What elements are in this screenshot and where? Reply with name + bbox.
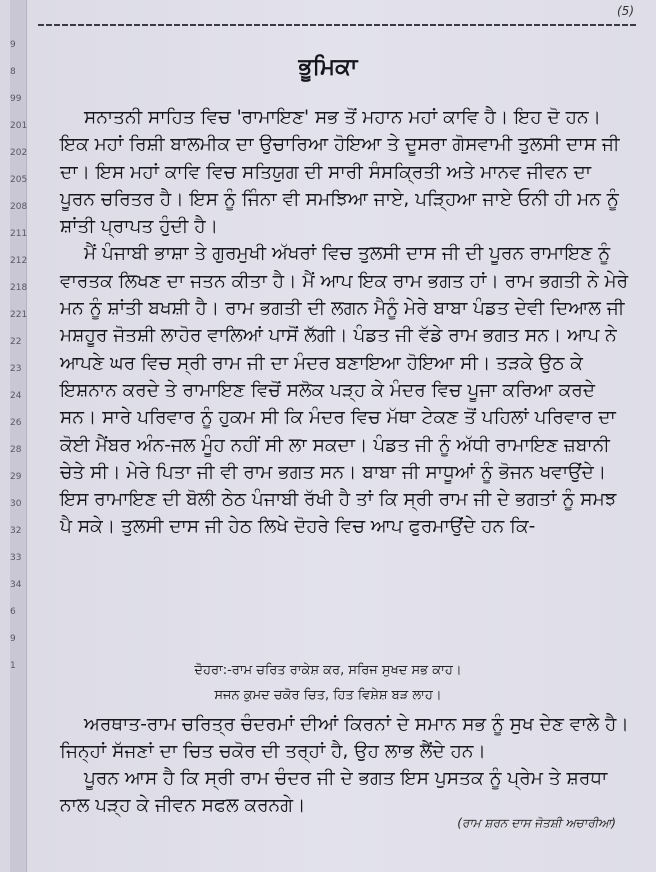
edge-number: 218 (10, 283, 28, 293)
edge-number: 28 (10, 445, 22, 455)
edge-number: 23 (10, 364, 22, 374)
edge-number: 34 (10, 580, 22, 590)
verse-line-2: ਸਜਨ ਕੁਮਦ ਚਕੋਰ ਚਿਤ, ਹਿਤ ਵਿਸ਼ੇਸ਼ ਬੜ ਲਾਹ। (214, 688, 442, 703)
header-rule (38, 24, 638, 26)
edge-number: 9 (10, 40, 16, 50)
paragraph-3: ਅਰਥਾਤ-ਰਾਮ ਚਰਿਤ੍ਰ ਚੰਦਰਮਾਂ ਦੀਆਂ ਕਿਰਨਾਂ ਦੇ ਸਮਾਨ ਸਭ ਨੂੰ ਸੁਖ ਦੇਣ ਵਾਲੇ ਹੈ। ਜਿਨ੍ਹਾਂ ਸੱਜਣਾਂ ਦਾ ਚਿਤ ਚਕੋਰ ਦੀ ਤਰ੍ਹਾਂ ਹੈ, ਉਹ ਲਾਭ ਲੈਂਦੇ ਹਨ। (60, 714, 629, 762)
page-number: (5) (617, 4, 634, 18)
edge-number: 211 (10, 229, 28, 239)
edge-number: 30 (10, 499, 22, 509)
edge-number: 9 (10, 634, 16, 644)
paragraph-1: ਸਨਾਤਨੀ ਸਾਹਿਤ ਵਿਚ 'ਰਾਮਾਇਣ' ਸਭ ਤੋਂ ਮਹਾਨ ਮਹਾਂ ਕਾਵਿ ਹੈ। ਇਹ ਦੋ ਹਨ। ਇਕ ਮਹਾਂ ਰਿਸ਼ੀ ਬਾਲਮੀਕ ਦਾ ਉਚਾਰਿਆ ਹੋਇਆ ਤੇ ਦੂਸਰਾ ਗੋਸਵਾਮੀ ਤੁਲਸੀ ਦਾਸ ਜੀ ਦਾ। ਇਸ ਮਹਾਂ ਕਾਵਿ ਵਿਚ ਸਤਿਯੁਗ ਦੀ ਸਾਰੀ ਸੰਸਕ੍ਰਿਤੀ ਅਤੇ ਮਾਨਵ ਜੀਵਨ ਦਾ ਪੂਰਨ ਚਰਿਤਰ ਹੈ। ਇਸ ਨੂੰ ਜਿੰਨਾ ਵੀ ਸਮਝਿਆ ਜਾਏ, ਪੜ੍ਹਿਆ ਜਾਏ ਓਨੀ ਹੀ ਮਨ ਨੂੰ ਸ਼ਾਂਤੀ ਪ੍ਰਾਪਤ ਹੁੰਦੀ ਹੈ। (60, 107, 620, 238)
paragraph-2: ਮੈਂ ਪੰਜਾਬੀ ਭਾਸ਼ਾ ਤੇ ਗੁਰਮੁਖੀ ਅੱਖਰਾਂ ਵਿਚ ਤੁਲਸੀ ਦਾਸ ਜੀ ਦੀ ਪੂਰਨ ਰਾਮਾਇਣ ਨੂੰ ਵਾਰਤਕ ਲਿਖਣ ਦਾ ਜਤਨ ਕੀਤਾ ਹੈ। ਮੈਂ ਆਪ ਇਕ ਰਾਮ ਭਗਤ ਹਾਂ। ਰਾਮ ਭਗਤੀ ਨੇ ਮੇਰੇ ਮਨ ਨੂੰ ਸ਼ਾਂਤੀ ਬਖਸ਼ੀ ਹੈ। ਰਾਮ ਭਗਤੀ ਦੀ ਲਗਨ ਮੈਨੂੰ ਮੇਰੇ ਬਾਬਾ ਪੰਡਤ ਦੇਵੀ ਦਿਆਲ ਜੀ ਮਸ਼ਹੂਰ ਜੋਤਸ਼ੀ ਲਾਹੋਰ ਵਾਲਿਆਂ ਪਾਸੋਂ ਲੱਗੀ। ਪੰਡਤ ਜੀ ਵੱਡੇ ਰਾਮ ਭਗਤ ਸਨ। ਆਪ ਨੇ ਆਪਣੇ ਘਰ ਵਿਚ ਸ੍ਰੀ ਰਾਮ ਜੀ ਦਾ ਮੰਦਰ ਬਣਾਇਆ ਹੋਇਆ ਸੀ। ਤੜਕੇ ਉਠ ਕੇ ਇਸ਼ਨਾਨ ਕਰਦੇ ਤੇ ਰਾਮਾਇਣ ਵਿਚੋਂ ਸਲੋਕ ਪੜ੍ਹ ਕੇ ਮੰਦਰ ਵਿਚ ਪੂਜਾ ਕਰਿਆ ਕਰਦੇ ਸਨ। ਸਾਰੇ ਪਰਿਵਾਰ ਨੂੰ ਹੁਕਮ ਸੀ ਕਿ ਮੰਦਰ ਵਿਚ ਮੱਥਾ ਟੇਕਣ ਤੋਂ ਪਹਿਲਾਂ ਪਰਿਵਾਰ ਦਾ ਕੋਈ ਮੈਂਬਰ ਅੰਨ-ਜਲ ਮੂੰਹ ਨਹੀਂ ਸੀ ਲਾ ਸਕਦਾ। ਪੰਡਤ ਜੀ ਨੂੰ ਅੱਧੀ ਰਾਮਾਇਣ ਜ਼ਬਾਨੀ ਚੇਤੇ ਸੀ। ਮੇਰੇ ਪਿਤਾ ਜੀ ਵੀ ਰਾਮ ਭਗਤ ਸਨ। ਬਾਬਾ ਜੀ ਸਾਧੂਆਂ ਨੂੰ ਭੋਜਨ ਖਵਾਉਂਦੇ। ਇਸ ਰਾਮਾਇਣ ਦੀ ਬੋਲੀ ਠੇਠ ਪੰਜਾਬੀ ਰੱਖੀ ਹੈ ਤਾਂ ਕਿ ਸ੍ਰੀ ਰਾਮ ਜੀ ਦੇ ਭਗਤਾਂ ਨੂੰ ਸਮਝ ਪੈ ਸਕੇ। ਤੁਲਸੀ ਦਾਸ ਜੀ ਹੇਠ ਲਿਖੇ ਦੋਹਰੇ ਵਿਚ ਆਪ ਫੁਰਮਾਉਂਦੇ ਹਨ ਕਿ- (60, 243, 629, 538)
edge-number: 29 (10, 472, 22, 482)
edge-number: 99 (10, 94, 22, 104)
edge-number: 202 (10, 148, 28, 158)
edge-number: 32 (10, 526, 22, 536)
edge-number: 8 (10, 67, 16, 77)
paragraph-4: ਪੂਰਨ ਆਸ ਹੈ ਕਿ ਸ੍ਰੀ ਰਾਮ ਚੰਦਰ ਜੀ ਦੇ ਭਗਤ ਇਸ ਪੁਸਤਕ ਨੂੰ ਪ੍ਰੇਮ ਤੇ ਸ਼ਰਧਾ ਨਾਲ ਪੜ੍ਹ ਕੇ ਜੀਵਨ ਸਫਲ ਕਰਨਗੇ। (60, 768, 608, 816)
page-title: ਭੂਮਿਕਾ (298, 54, 358, 80)
edge-number: 221 (10, 310, 28, 320)
edge-number: 6 (10, 607, 16, 617)
left-page-edge (10, 0, 27, 872)
verse-line-1: ਦੋਹਰਾ:-ਰਾਮ ਚਰਿਤ ਰਾਕੇਸ਼ ਕਰ, ਸਰਿਜ ਸੁਖਦ ਸਭ ਕਾਹ। (194, 663, 462, 678)
edge-number: 201 (10, 121, 28, 131)
closing-text (60, 711, 630, 819)
edge-number: 33 (10, 553, 22, 563)
edge-number: 22 (10, 337, 22, 347)
author-signature: (ਰਾਮ ਸ਼ਰਨ ਦਾਸ ਜੋਤਸ਼ੀ ਅਚਾਰੀਆ) (457, 816, 616, 830)
edge-number: 205 (10, 175, 28, 185)
edge-number: 208 (10, 202, 28, 212)
edge-number: 26 (10, 418, 22, 428)
edge-number: 212 (10, 256, 28, 266)
edge-number: 24 (10, 391, 22, 401)
body-text (60, 104, 630, 541)
edge-number: 1 (10, 661, 16, 671)
